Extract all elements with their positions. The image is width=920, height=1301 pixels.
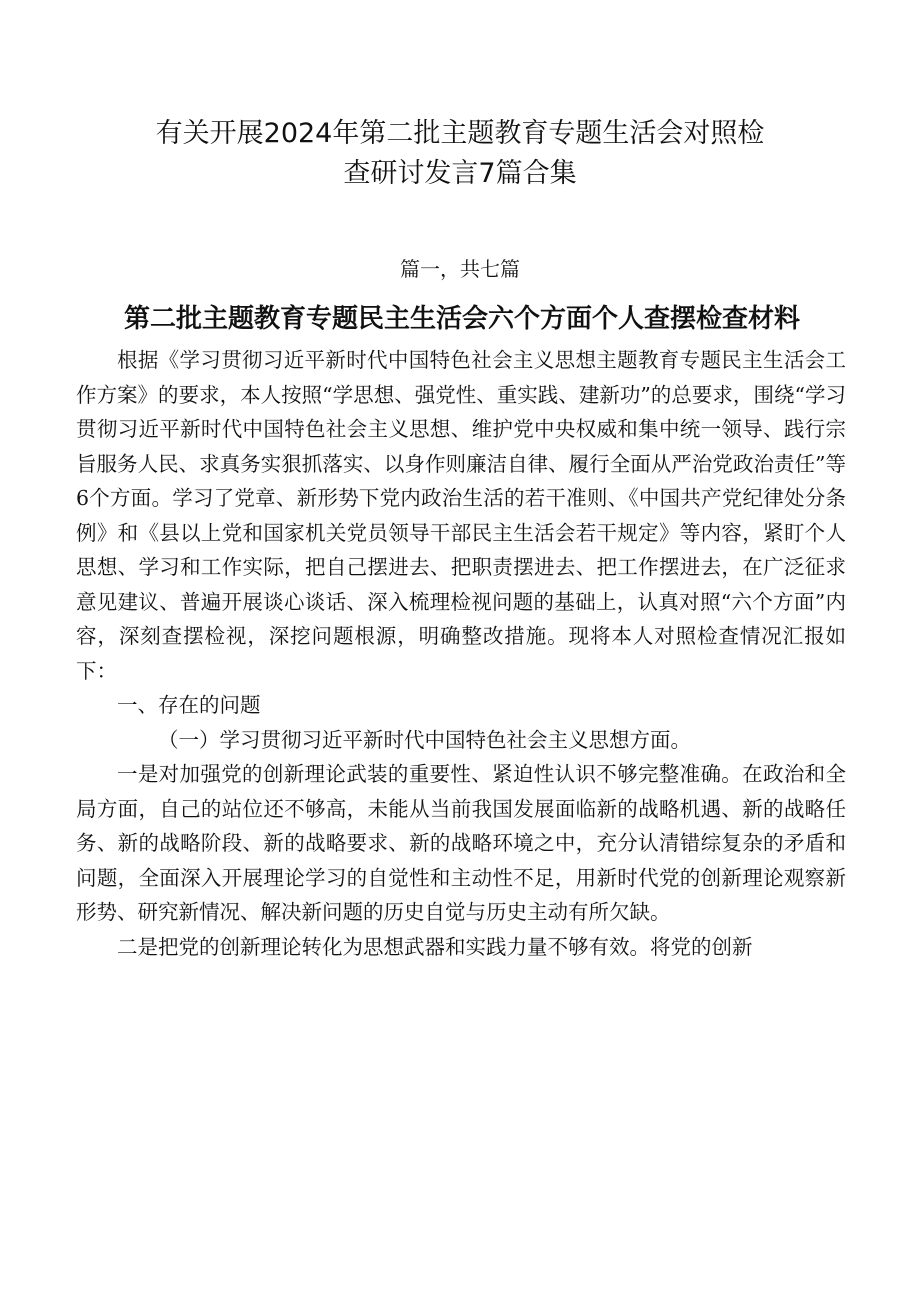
document-body xyxy=(76,343,846,964)
document-title-line-1: 有关开展2024年第二批主题教育专题生活会对照检 xyxy=(155,118,765,149)
section-label: 篇一，共七篇 xyxy=(400,257,520,281)
section-heading-problems: 一、存在的问题 xyxy=(117,693,261,717)
subsection-heading-1: （一）学习贯彻习近平新时代中国特色社会主义思想方面。 xyxy=(158,727,691,752)
document-title-line-2: 查研讨发言7篇合集 xyxy=(343,158,577,189)
body-paragraph-1: 一是对加强党的创新理论武装的重要性、紧迫性认识不够完整准确。在政治和全局方面，自己的站位还不够高，未能从当前我国发展面临新的战略机遇、新的战略任务、新的战略阶段、新的战略要求、新的战略环境之中，充分认清错综复杂的矛盾和问题，全面深入开展理论学习的自觉性和主动性不足，用新时代党的创新理论观察新形势、研究新情况、解决新问题的历史自觉与历史主动有所欠缺。 xyxy=(76,762,846,924)
article-subtitle: 第二批主题教育专题民主生活会六个方面个人查摆检查材料 xyxy=(124,304,801,334)
intro-paragraph: 根据《学习贯彻习近平新时代中国特色社会主义思想主题教育专题民主生活会工作方案》的要求，本人按照“学思想、强党性、重实践、建新功”的总要求，围绕“学习贯彻习近平新时代中国特色社会主义思想、维护党中央权威和集中统一领导、践行宗旨服务人民、求真务实狠抓落实、以身作则廉洁自律、履行全面从严治党政治责任”等6个方面。学习了党章、新形势下党内政治生活的若干准则、《中国共产党纪律处分条例》和《县以上党和国家机关党员领导干部民主生活会若干规定》等内容，紧盯个人思想、学习和工作实际，把自己摆进去、把职责摆进去、把工作摆进去，在广泛征求意见建议、普遍开展谈心谈话、深入梳理检视问题的基础上，认真对照“六个方面”内容，深刻查摆检视，深挖问题根源，明确整改措施。现将本人对照检查情况汇报如下： xyxy=(76,348,846,683)
body-paragraph-2: 二是把党的创新理论转化为思想武器和实践力量不够有效。将党的创新 xyxy=(117,934,753,959)
